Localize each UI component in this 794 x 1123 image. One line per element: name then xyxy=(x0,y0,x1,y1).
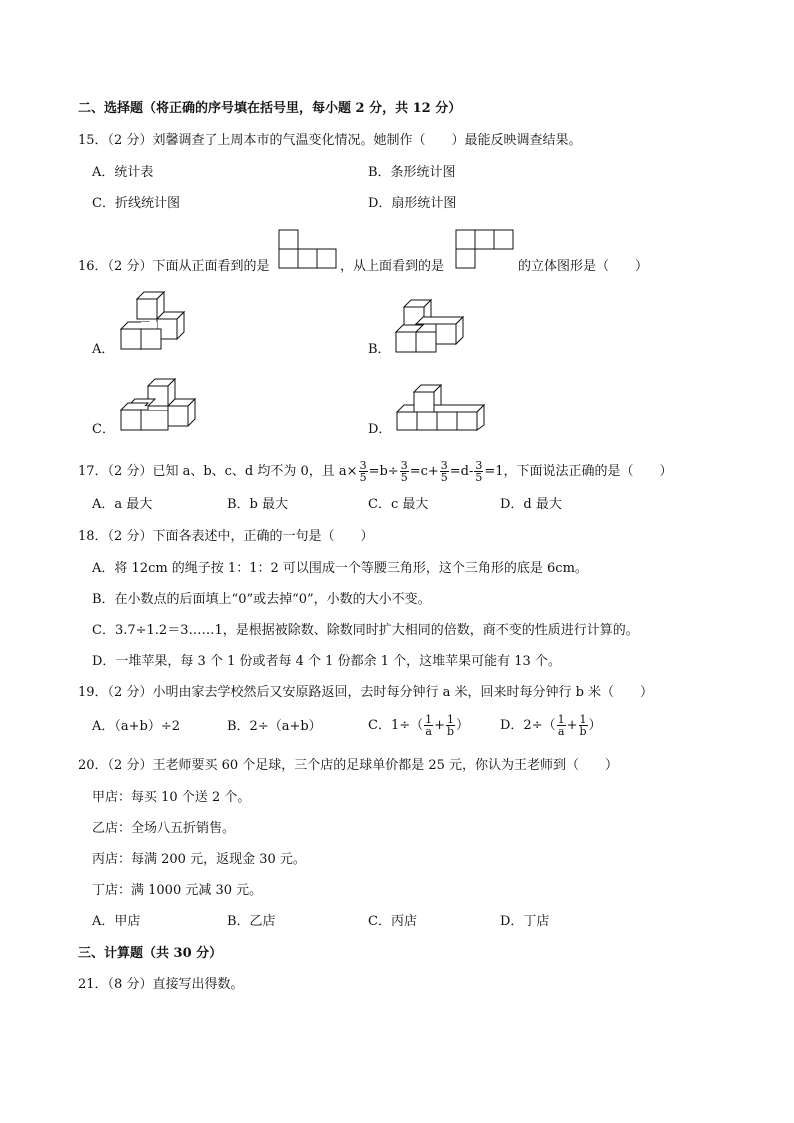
q20-shop-ding: 丁店：满 1000 元减 30 元。 xyxy=(92,883,263,898)
q15-option-c[interactable]: C．折线统计图 xyxy=(92,196,180,211)
q18-option-d[interactable]: D．一堆苹果，每 3 个 1 份或者每 4 个 1 份都余 1 个，这堆苹果可能有 13 个。 xyxy=(92,654,561,669)
q15-option-a[interactable]: A．统计表 xyxy=(92,165,154,180)
q20-stem: 20．（2 分）王老师要买 60 个足球，三个店的足球单价都是 25 元，你认为王老师到（ ） xyxy=(78,758,619,773)
q20-shop-bing: 丙店：每满 200 元，返现金 30 元。 xyxy=(92,852,306,867)
q20-shop-jia: 甲店：每买 10 个送 2 个。 xyxy=(92,790,251,805)
q15-stem: 15．（2 分）刘馨调查了上周本市的气温变化情况。她制作（ ）最能反映调查结果。 xyxy=(78,133,582,148)
q18-option-b[interactable]: B．在小数点的后面填上“0”或去掉“0”，小数的大小不变。 xyxy=(92,592,431,607)
q15-option-b[interactable]: B．条形统计图 xyxy=(368,165,456,180)
q16-option-c[interactable]: C． xyxy=(92,422,115,437)
q20-shop-yi: 乙店：全场八五折销售。 xyxy=(92,821,236,836)
q19-stem: 19．（2 分）小明由家去学校然后又安原路返回，去时每分钟行 a 米，回来时每分钟行 b 米（ ） xyxy=(78,685,654,700)
fraction-1-a: $\frac{1}{a}$ xyxy=(557,713,565,738)
q19-option-a[interactable]: A．（a+b）÷2 xyxy=(92,719,181,734)
q20-option-d[interactable]: D．丁店 xyxy=(500,914,550,929)
q17-option-b[interactable]: B．b 最大 xyxy=(227,497,289,512)
q17-option-a[interactable]: A．a 最大 xyxy=(92,497,153,512)
q18-stem: 18．（2 分）下面各表述中，正确的一句是（ ） xyxy=(78,529,374,544)
q16-figure-b xyxy=(394,297,474,355)
front-view-figure xyxy=(278,229,338,270)
fraction-1-a: $\frac{1}{a}$ xyxy=(425,713,433,738)
q20-option-a[interactable]: A．甲店 xyxy=(92,914,141,929)
q16-option-a[interactable]: A． xyxy=(92,342,115,357)
q19-option-d[interactable]: D．2÷（ $\frac{1}{a}$ + $\frac{1}{b}$ ） xyxy=(500,713,602,738)
q16-option-b[interactable]: B． xyxy=(368,342,391,357)
fraction-3-5: $\frac{3}{5}$ xyxy=(440,459,448,484)
section-2-title: 二、选择题（将正确的序号填在括号里，每小题 2 分，共 12 分） xyxy=(78,101,462,116)
top-view-figure xyxy=(455,229,515,270)
fraction-3-5: $\frac{3}{5}$ xyxy=(359,459,367,484)
q17-stem-part1: 17．（2 分）已知 a、b、c、d 均不为 0，且 a× xyxy=(78,464,358,479)
fraction-1-b: $\frac{1}{b}$ xyxy=(579,713,587,738)
q16-figure-d xyxy=(394,382,486,432)
q19-option-b[interactable]: B．2÷（a+b） xyxy=(227,719,322,734)
q15-option-d[interactable]: D．扇形统计图 xyxy=(368,196,457,211)
q16-stem-part3: 的立体图形是（ ） xyxy=(518,259,649,274)
q21-stem: 21．（8 分）直接写出得数。 xyxy=(78,977,244,992)
q16-stem-part1: 16．（2 分）下面从正面看到的是 xyxy=(78,259,270,274)
fraction-3-5: $\frac{3}{5}$ xyxy=(400,459,408,484)
q18-option-c[interactable]: C．3.7÷1.2＝3……1，是根据被除数、除数同时扩大相同的倍数，商不变的性质进行计算的。 xyxy=(92,623,639,638)
q17-stem: 17．（2 分）已知 a、b、c、d 均不为 0，且 a× $\frac{3}{5}$ =b÷ $\frac{3}{5}$ =c+ $\frac{3}{5}$ =d- $\frac{3}{5}$ =1，下面说法正确的是（ ） xyxy=(78,459,673,484)
fraction-3-5: $\frac{3}{5}$ xyxy=(475,459,483,484)
q17-option-d[interactable]: D．d 最大 xyxy=(500,497,562,512)
q17-option-c[interactable]: C．c 最大 xyxy=(368,497,429,512)
q16-stem-part2: ，从上面看到的是 xyxy=(340,259,445,274)
fraction-1-b: $\frac{1}{b}$ xyxy=(447,713,455,738)
q16-figure-c xyxy=(118,376,198,434)
q16-option-d[interactable]: D． xyxy=(368,422,392,437)
q19-option-c[interactable]: C．1÷（ $\frac{1}{a}$ + $\frac{1}{b}$ ） xyxy=(368,713,470,738)
q20-option-c[interactable]: C．丙店 xyxy=(368,914,417,929)
q18-option-a[interactable]: A．将 12cm 的绳子按 1：1：2 可以围成一个等腰三角形，这个三角形的底是 6cm。 xyxy=(92,561,588,576)
q20-option-b[interactable]: B．乙店 xyxy=(227,914,276,929)
q16-figure-a xyxy=(118,290,188,354)
section-3-title: 三、计算题（共 30 分） xyxy=(78,946,223,961)
